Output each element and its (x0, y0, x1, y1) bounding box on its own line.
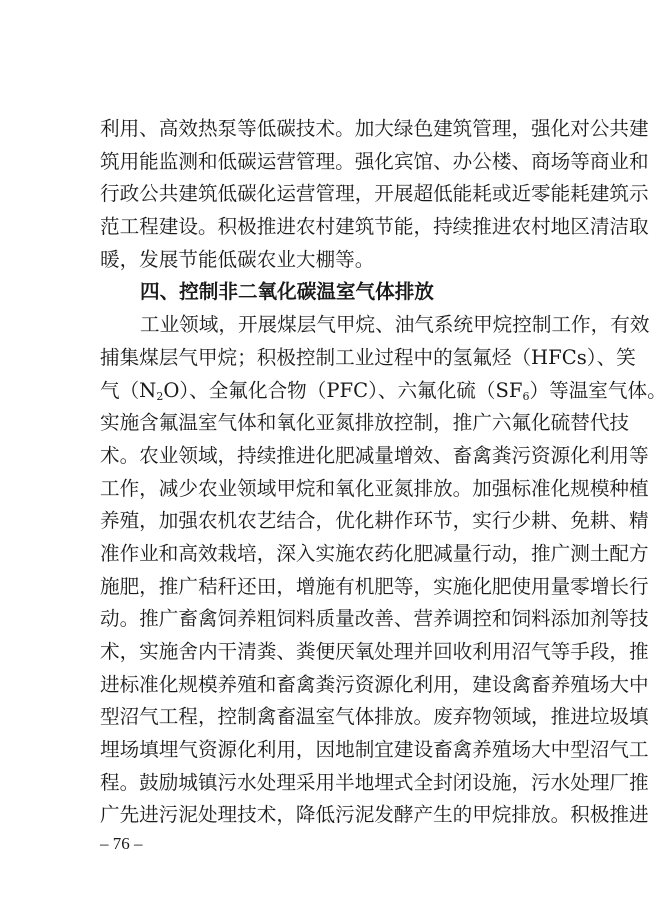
text-line: 术。农业领域，持续推进化肥减量增效、畜禽粪污资源化利用等 (100, 443, 649, 467)
text-line: 程。鼓励城镇污水处理采用半地埋式全封闭设施，污水处理厂推 (100, 770, 649, 794)
subscript: 2 (156, 389, 164, 403)
document-page (100, 113, 667, 832)
text-line-with-subscripts (100, 375, 667, 408)
text-line: 暖，发展节能低碳农业大棚等。 (100, 247, 375, 271)
text-line: 利用、高效热泵等低碳技术。加大绿色建筑管理，强化对公共建 (100, 117, 649, 140)
page-number: – 76 – (100, 834, 143, 853)
text-line: 进标准化规模养殖和畜禽粪污资源化利用，建设禽畜养殖场大中 (100, 672, 649, 696)
text-line: 实施含氟温室气体和氧化亚氮排放控制，推广六氟化硫替代技 (100, 411, 630, 435)
text-line: 埋场填埋气资源化利用，因地制宜建设畜禽养殖场大中型沼气工 (100, 738, 649, 762)
subscript: 6 (522, 389, 530, 403)
text-line: 施肥，推广秸秆还田，增施有机肥等，实施化肥使用量零增长行 (100, 574, 649, 598)
text-line: 型沼气工程，控制禽畜温室气体排放。废弃物领域，推进垃圾填 (100, 705, 649, 729)
text-line: 准作业和高效栽培，深入实施农药化肥减量行动，推广测土配方 (100, 541, 649, 565)
text-segment: 气（N (100, 378, 157, 402)
section-heading: 四、控制非二氧化碳温室气体排放 (140, 280, 434, 304)
text-line: 工业领域，开展煤层气甲烷、油气系统甲烷控制工作，有效 (140, 313, 650, 337)
text-line: 养殖，加强农机农艺结合，优化耕作环节，实行少耕、免耕、精 (100, 509, 649, 533)
text-line: 捕集煤层气甲烷；积极控制工业过程中的氢氟烃（HFCs）、笑 (100, 345, 636, 369)
text-line: 行政公共建筑低碳化运营管理，开展超低能耗或近零能耗建筑示 (100, 182, 649, 206)
text-line: 筑用能监测和低碳运营管理。强化宾馆、办公楼、商场等商业和 (100, 149, 649, 173)
text-line: 范工程建设。积极推进农村建筑节能，持续推进农村地区清洁取 (100, 215, 649, 239)
text-segment: O）、全氟化合物（PFC）、六氟化硫（SF (163, 378, 523, 402)
text-segment: ）等温室气体。 (529, 378, 667, 402)
text-line: 动。推广畜禽饲养粗饲料质量改善、营养调控和饲料添加剂等技 (100, 607, 649, 631)
text-line: 工作，减少农业领域甲烷和氧化亚氮排放。加强标准化规模种植 (100, 476, 649, 500)
text-line: 术，实施舍内干清粪、粪便厌氧处理并回收利用沼气等手段，推 (100, 640, 649, 663)
text-line: 广先进污泥处理技术，降低污泥发酵产生的甲烷排放。积极推进 (100, 803, 649, 827)
